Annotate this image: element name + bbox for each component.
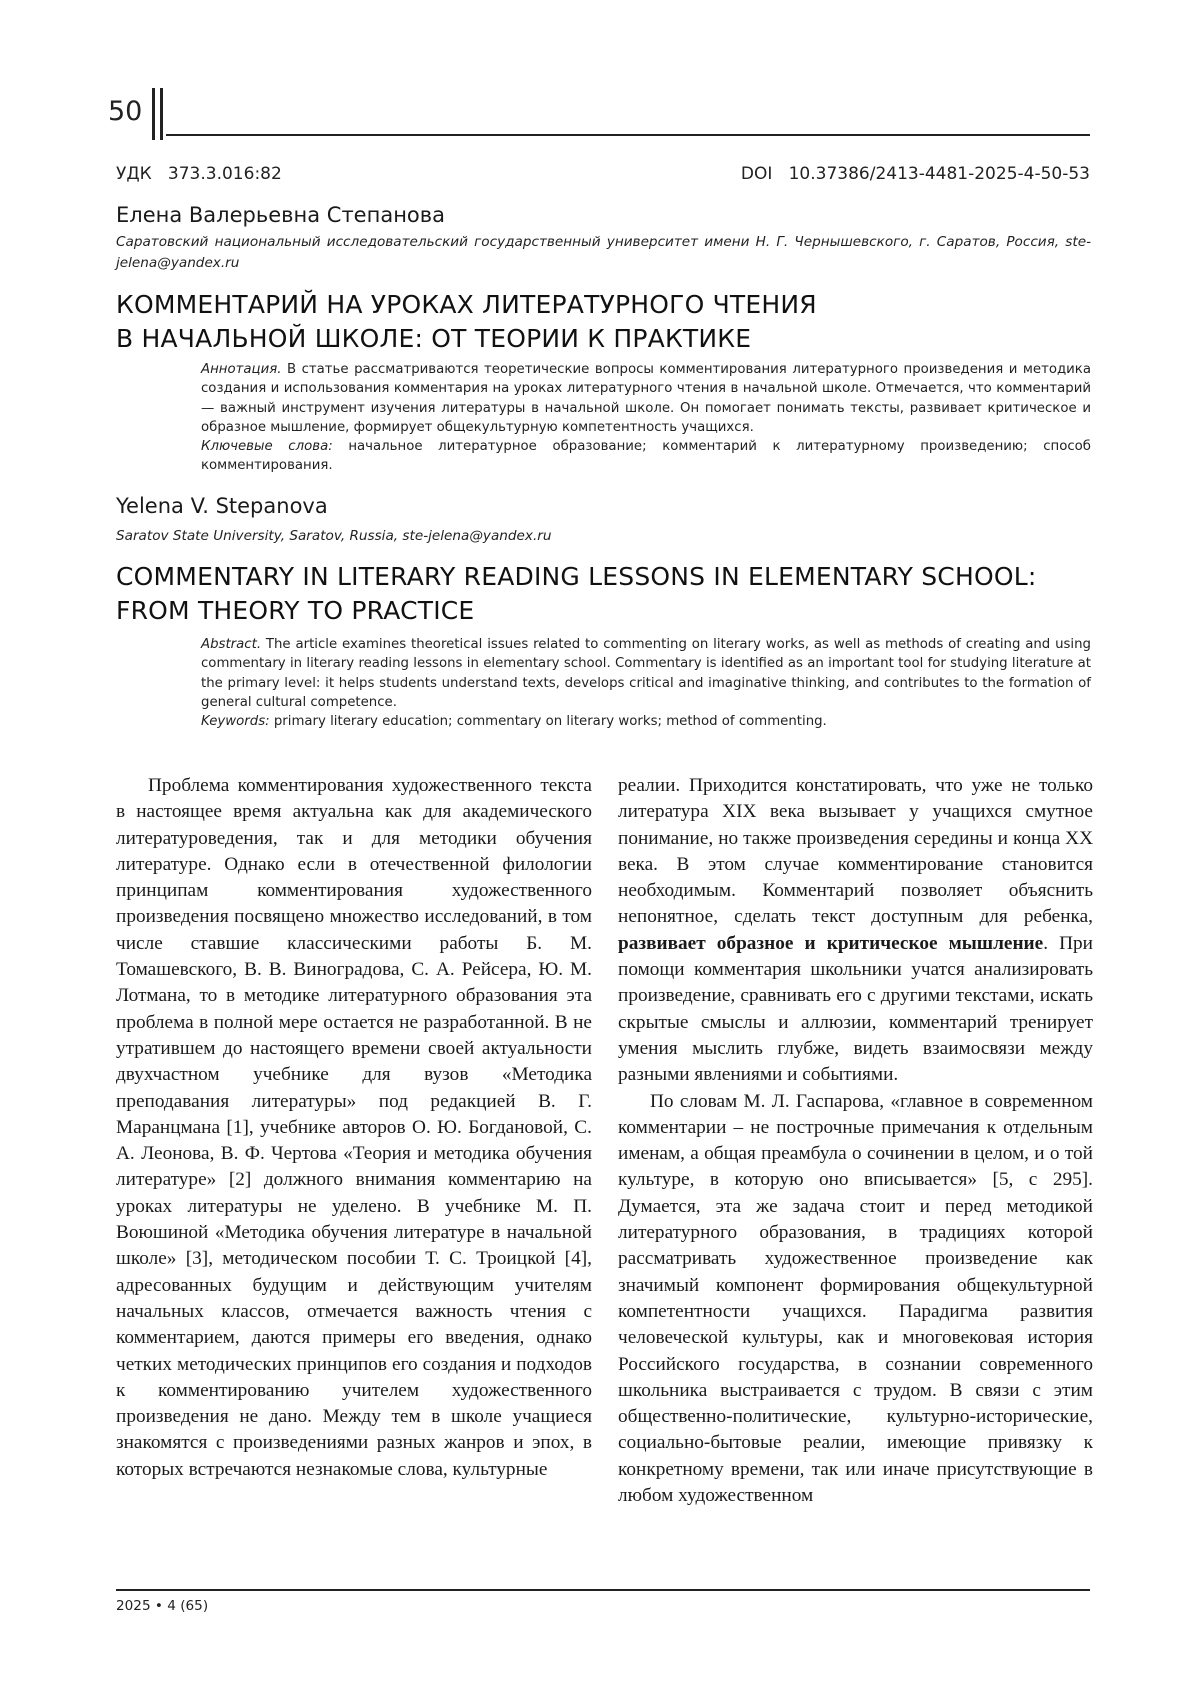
- body-text-bold: развивает образное и критическое мышление: [618, 932, 1044, 954]
- affiliation-ru: Саратовский национальный исследовательский государственный университет имени Н. Г. Чернышевского, г. Саратов, Россия, ste-jelena@yandex.ru: [116, 234, 1091, 271]
- keywords-label: Keywords:: [201, 714, 270, 730]
- article-title-en: [116, 560, 1106, 628]
- udc-code: УДК 373.3.016:82: [116, 164, 282, 184]
- keywords-text: начальное литературное образование; комментарий к литературному произведению; способ комментирования.: [201, 439, 1091, 474]
- footer-rule: [116, 1589, 1090, 1591]
- header-divider: [160, 88, 163, 140]
- body-column-left: [116, 773, 592, 1483]
- body-column-right: [618, 773, 1093, 1509]
- abstract-text: В статье рассматриваются теоретические вопросы комментирования литературного произведения и методика создания и использования комментария на уроках литературного чтения в начальной школе. Отмечается, что комментарий — важный инструмент изучения литературы в начальной школе. Он помогает понимать тексты, развивает критическое и образное мышление, формирует общекультурную компетентность учащихся.: [201, 362, 1091, 435]
- issue-footer: 2025 • 4 (65): [116, 1598, 209, 1614]
- abstract-label: Abstract.: [201, 637, 262, 652]
- body-text: реалии. Приходится констатировать, что уже не только литература XIX века вызывает у учащихся смутное понимание, но также произведения середины и конца XX века. В этом случае комментирование становится необходимым. Комментарий позволяет объяснить непонятное, сделать текст доступным для ребенка,: [618, 775, 1093, 928]
- body-text: . При помощи комментария школьники учатся анализировать произведение, сравнивать его с другими текстами, искать скрытые смыслы и аллюзии, комментарий тренирует умения мыслить глубже, видеть взаимосвязи между разными явлениями и событиями.: [618, 932, 1093, 1086]
- body-paragraph: Проблема комментирования художественного текста в настоящее время актуальна как для академического литературоведения, так и для методики обучения литературе. Однако если в отечественной филологии принципам комментирования художественного произведения посвящено множество исследований, в том числе ставшие классическими работы Б. М. Томашевского, В. В. Виноградова, С. А. Рейсера, Ю. М. Лотмана, то в методике литературного образования эта проблема в полной мере остается не разработанной. В не утратившем до настоящего времени своей актуальности двухчастном учебнике для вузов «Методика преподавания литературы» под редакцией В. Г. Маранцмана [1], учебнике авторов О. Ю. Богдановой, С. А. Леонова, В. Ф. Чертова «Теория и методика обучения литературе» [2] должного внимания комментарию на уроках литературы не уделено. В учебнике М. П. Воюшиной «Методика обучения литературе в начальной школе» [3], методическом пособии Т. С. Троицкой [4], адресованных будущим и действующим учителям начальных классов, отмечается важность чтения с комментарием, даются примеры его введения, однако четких методических принципов его создания и подходов к комментированию учителем художественного произведения не дано. Между тем в школе учащиеся знакомятся с произведениями разных жанров и эпох, в которых встречаются незнакомые слова, культурные: [116, 775, 592, 1480]
- title-line: КОММЕНТАРИЙ НА УРОКАХ ЛИТЕРАТУРНОГО ЧТЕНИЯ: [116, 290, 817, 319]
- article-title-ru: [116, 288, 1091, 356]
- header-rule: [166, 134, 1090, 136]
- body-paragraph: [618, 773, 1093, 1089]
- doi-code: DOI 10.37386/2413-4481-2025-4-50-53: [740, 164, 1090, 184]
- header-divider: [152, 88, 155, 140]
- page-number: 50: [108, 96, 143, 127]
- abstract-en: [201, 635, 1091, 731]
- abstract-label: Аннотация.: [201, 362, 282, 377]
- abstract-text: The article examines theoretical issues related to commenting on literary works, as well as methods of creating and using commentary in literary reading lessons in elementary school. Commentary is identified as an important tool for studying literature at the primary level: it helps students understand texts, develops critical and imaginative thinking, and contributes to the formation of general cultural competence.: [201, 637, 1091, 710]
- title-line: COMMENTARY IN LITERARY READING LESSONS IN ELEMENTARY SCHOOL:: [116, 562, 1037, 591]
- author-name-ru: Елена Валерьевна Степанова: [116, 203, 446, 227]
- keywords-text: primary literary education; commentary on literary works; method of commenting.: [269, 714, 827, 730]
- title-line: FROM THEORY TO PRACTICE: [116, 596, 475, 625]
- affiliation-en: Saratov State University, Saratov, Russia, ste-jelena@yandex.ru: [116, 528, 552, 544]
- author-name-en: Yelena V. Stepanova: [116, 494, 328, 518]
- body-paragraph: По словам М. Л. Гаспарова, «главное в современном комментарии – не построчные примечания к отдельным именам, а общая преамбула о сочинении в целом, и о той культуре, в которую оно вписывается» [5, с 295]. Думается, эта же задача стоит и перед методикой литературного образования, в традициях которой рассматривать художественное произведение как значимый компонент формирования общекультурной компетентности учащихся. Парадигма развития человеческой культуры, как и многовековая история Российского государства, в сознании современного школьника выстраивается с трудом. В связи с этим общественно-политические, культурно-исторические, социально-бытовые реалии, имеющие привязку к конкретному времени, так или иначе присутствующие в любом художественном: [618, 1090, 1093, 1507]
- abstract-ru: [201, 360, 1091, 476]
- keywords-label: Ключевые слова:: [201, 439, 333, 455]
- title-line: В НАЧАЛЬНОЙ ШКОЛЕ: ОТ ТЕОРИИ К ПРАКТИКЕ: [116, 324, 752, 353]
